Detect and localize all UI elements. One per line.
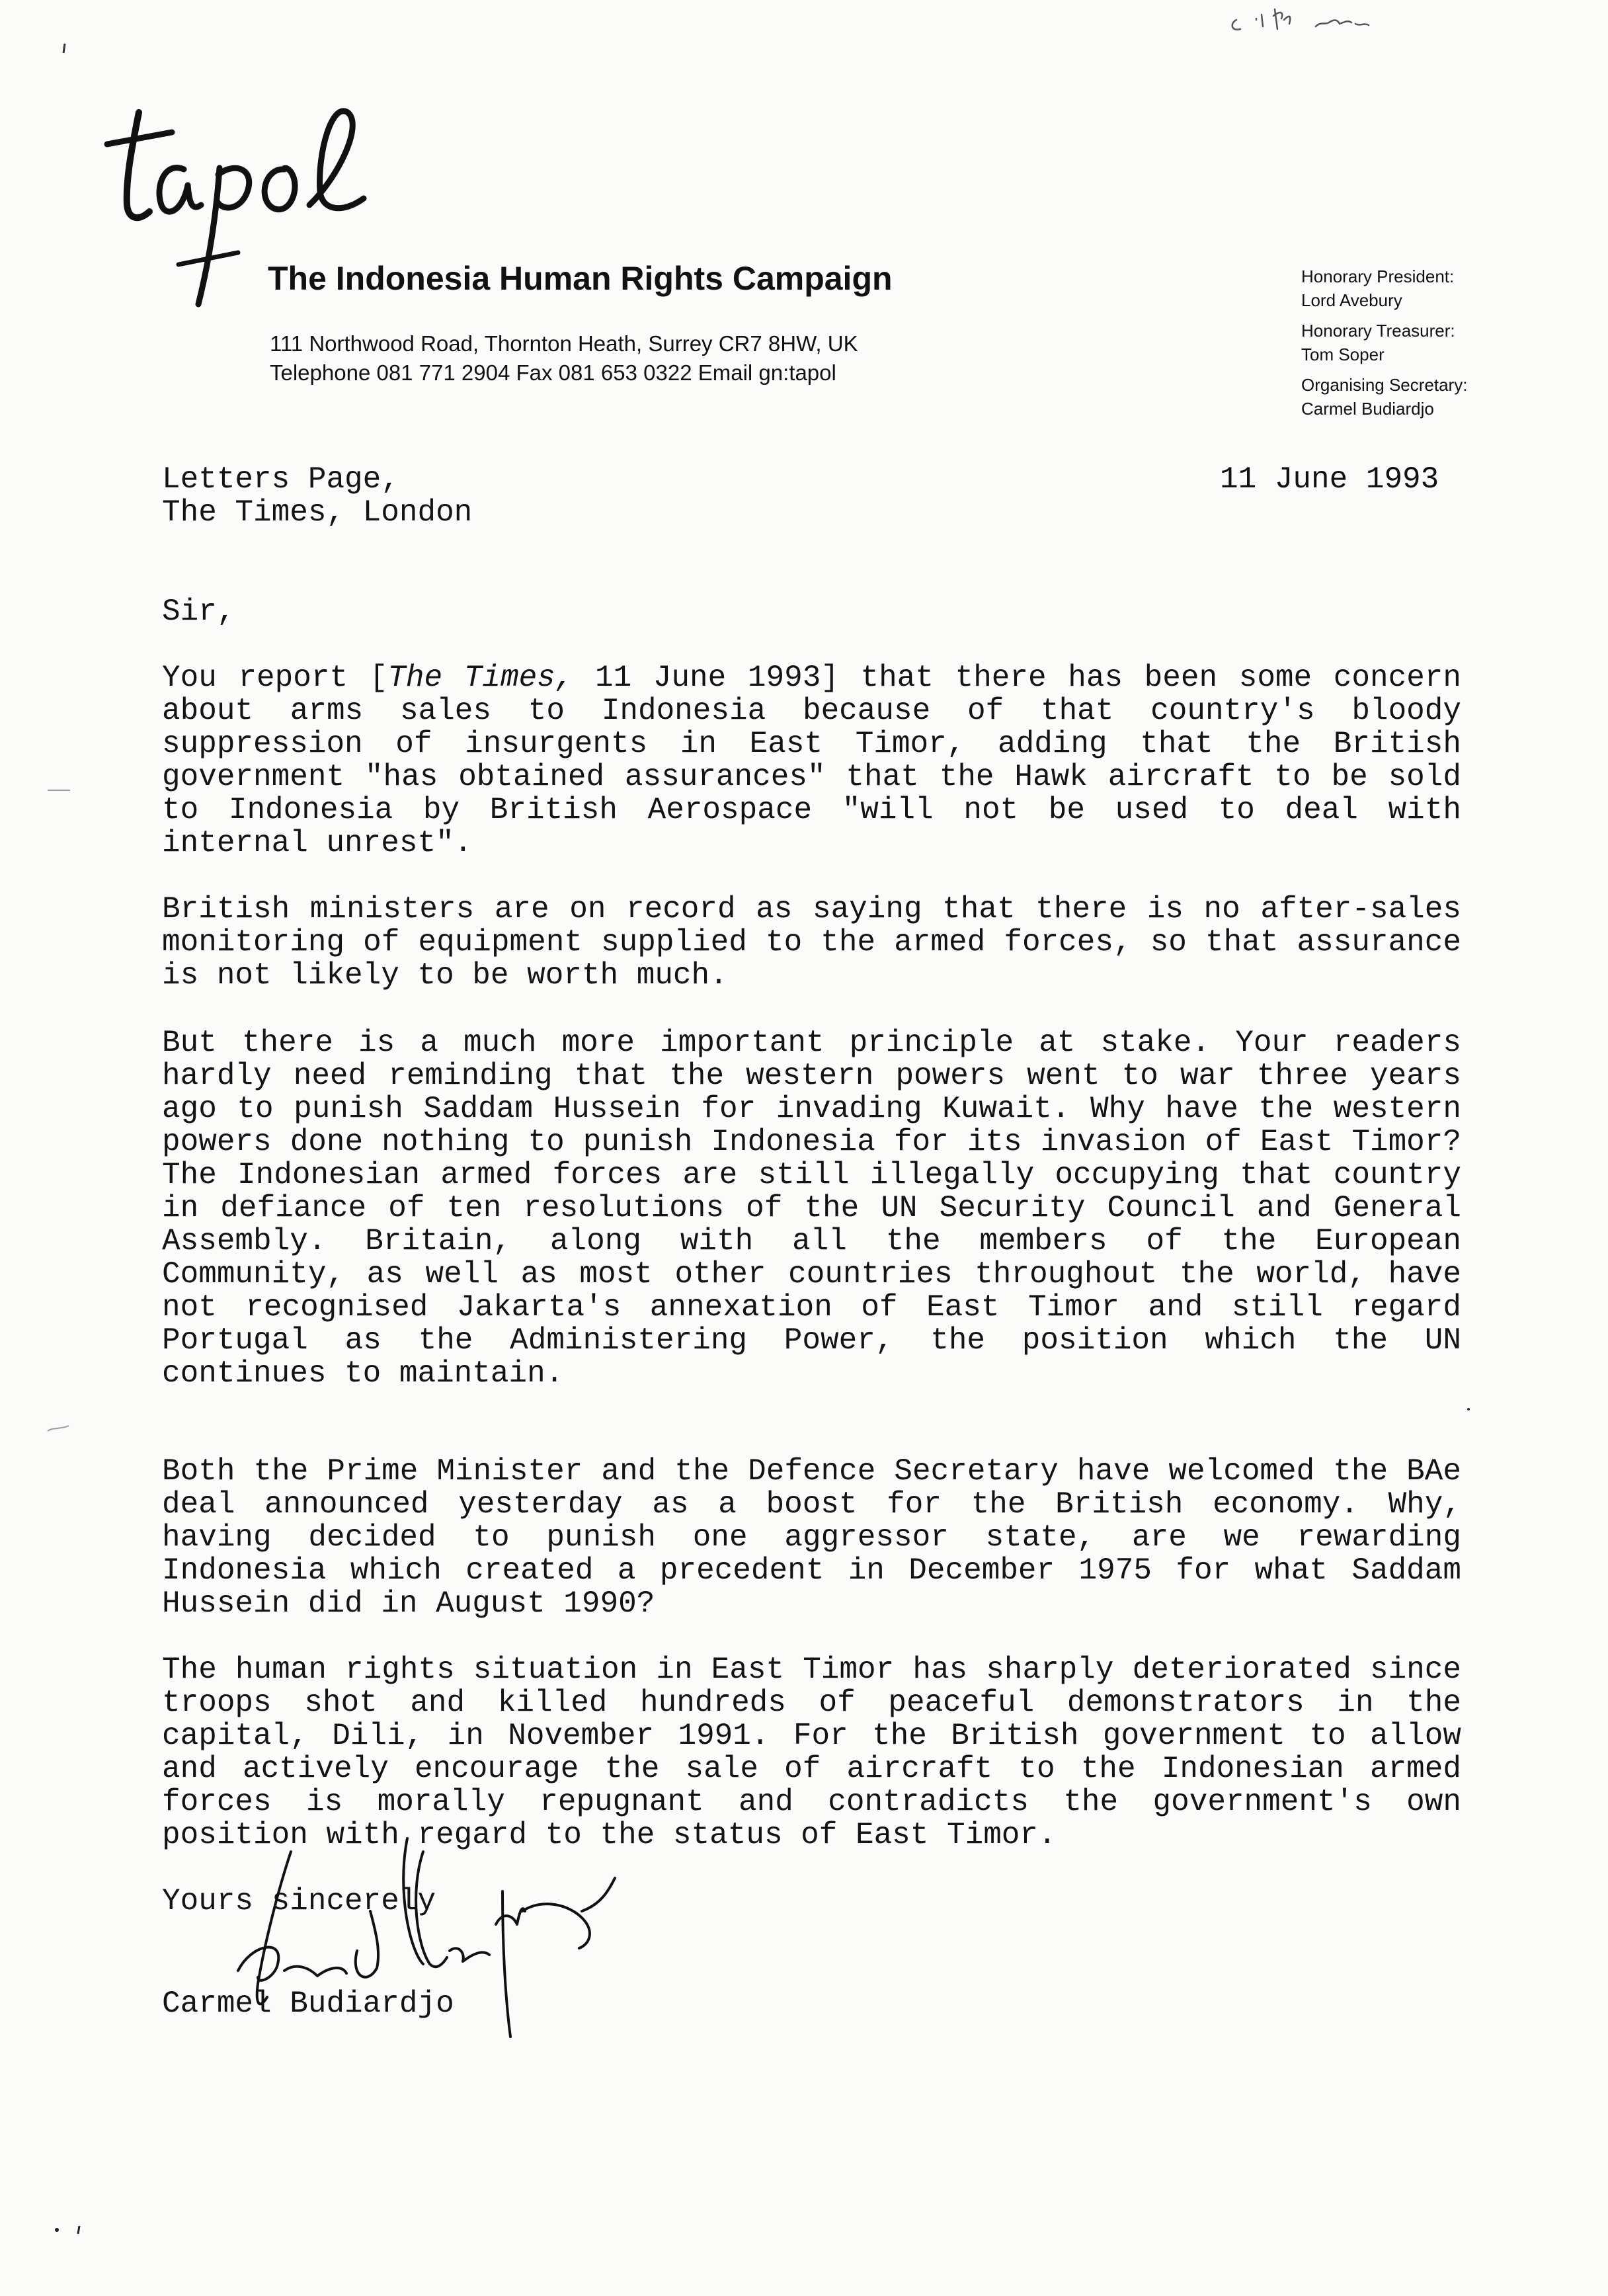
salutation: Sir, bbox=[162, 594, 235, 629]
contact-details: Telephone 081 771 2904 Fax 081 653 0322 Email gn:tapol bbox=[270, 360, 836, 385]
handwritten-annotation bbox=[1223, 0, 1501, 60]
officers-list bbox=[1301, 265, 1467, 427]
postal-address: 111 Northwood Road, Thornton Heath, Surrey CR7 8HW, UK bbox=[270, 331, 858, 356]
officer-role: Honorary Treasurer: bbox=[1301, 321, 1455, 341]
recipient-line: Letters Page, bbox=[162, 462, 399, 497]
recipient-line: The Times, London bbox=[162, 495, 473, 530]
publication-title: The Times, bbox=[387, 661, 574, 695]
letter-date: 11 June 1993 bbox=[1220, 462, 1439, 497]
officer-name: Tom Soper bbox=[1301, 345, 1385, 364]
scan-mark bbox=[46, 1422, 73, 1435]
body-paragraph-4: Both the Prime Minister and the Defence Secretary have welcomed the BAe deal announced yesterday as a boost for the British economy. Why, having decided to punish one aggressor state, are we rewarding Indonesia which created a precedent in December 1975 for what Saddam Hussein did in August 1990? bbox=[162, 1454, 1461, 1621]
p1-text-rest: 11 June 1993] that there has been some concern about arms sales to Indonesia because of that country's bloody suppression of insurgents in East Timor, adding that the British government "has obtained assurances" that the Hawk aircraft to be sold to Indonesia by British Aerospace "will not be used to deal with internal unrest". bbox=[162, 661, 1462, 860]
officer-role: Organising Secretary: bbox=[1301, 375, 1468, 395]
body-paragraph-1 bbox=[162, 661, 1461, 860]
officer-name: Carmel Budiardjo bbox=[1301, 399, 1434, 419]
officer-name: Lord Avebury bbox=[1301, 290, 1402, 310]
organisation-name: The Indonesia Human Rights Campaign bbox=[268, 260, 893, 297]
officer-treasurer bbox=[1301, 319, 1467, 366]
body-paragraph-3: But there is a much more important principle at stake. Your readers hardly need reminding that the western powers went to war three years ago to punish Saddam Hussein for invading Kuwait. Why have the western powers done nothing to punish Indonesia for its invasion of East Timor? The Indonesian armed forces are still illegally occupying that country in defiance of ten resolutions of the UN Security Council and General Assembly. Britain, along with all the members of the European Community, as well as most other countries throughout the world, have not recognised Jakarta's annexation of East Timor and still regard Portugal as the Administering Power, the position which the UN continues to maintain. bbox=[162, 1026, 1461, 1391]
officer-role: Honorary President: bbox=[1301, 266, 1455, 286]
scan-mark bbox=[53, 2222, 93, 2235]
scan-mark bbox=[46, 787, 73, 794]
handwritten-signature bbox=[212, 1812, 714, 2063]
signer-name: Carmel Budiardjo bbox=[162, 1987, 454, 2021]
closing: Yours sincerely bbox=[162, 1884, 436, 1918]
body-paragraph-2: British ministers are on record as saying that there is no after-sales monitoring of equipment supplied to the armed forces, so that assurance is not likely to be worth much. bbox=[162, 892, 1461, 993]
p1-text-start: You report [ bbox=[162, 661, 388, 695]
officer-secretary bbox=[1301, 373, 1467, 421]
officer-president bbox=[1301, 265, 1467, 312]
body-paragraph-5: The human rights situation in East Timor has sharply deteriorated since troops shot and killed hundreds of peaceful demonstrators in the capital, Dili, in November 1991. For the British government to allow and actively encourage the sale of aircraft to the Indonesian armed forces is morally repugnant and contradicts the government's own position with regard to the status of East Timor. bbox=[162, 1653, 1461, 1852]
address-block bbox=[270, 329, 858, 388]
scan-mark bbox=[60, 40, 73, 60]
scan-mark bbox=[1465, 1405, 1472, 1413]
